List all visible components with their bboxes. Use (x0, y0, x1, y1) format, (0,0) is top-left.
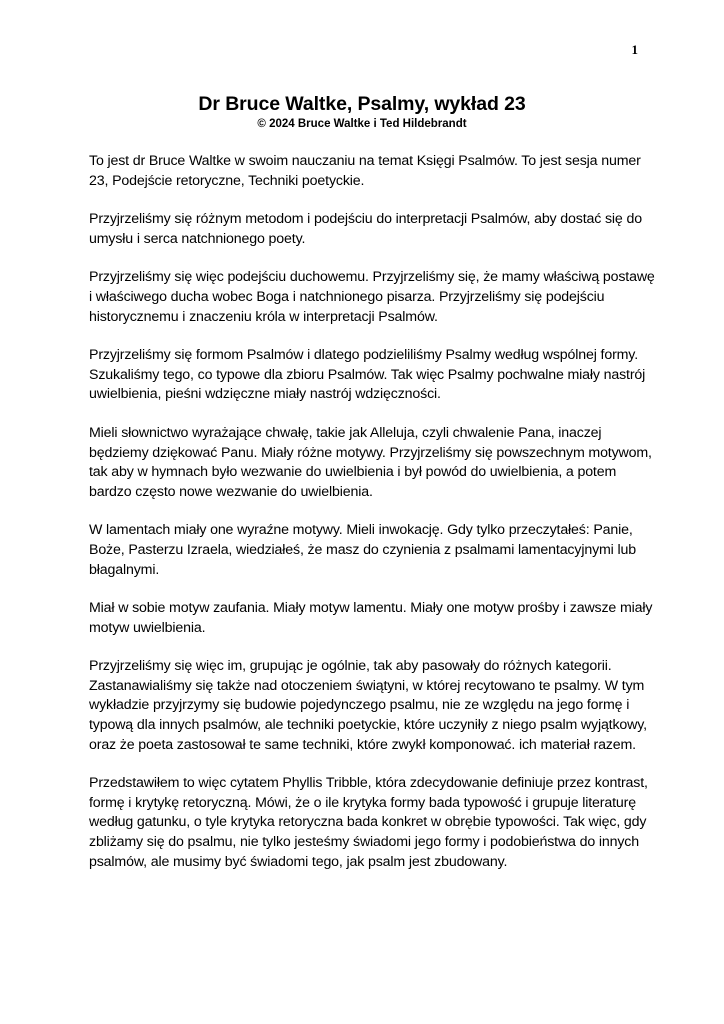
paragraph: To jest dr Bruce Waltke w swoim nauczaniu na temat Księgi Psalmów. To jest sesja numer 23, Podejście retoryczne, Techniki poetyckie. (89, 153, 641, 189)
paragraph: Przyjrzeliśmy się różnym metodom i podejściu do interpretacji Psalmów, aby dostać się do umysłu i serca natchnionego poety. (89, 211, 642, 247)
copyright-line: © 2024 Bruce Waltke i Ted Hildebrandt (257, 118, 467, 130)
paragraph: Przyjrzeliśmy się więc im, grupując je ogólnie, tak aby pasowały do różnych kategorii. Zastanawialiśmy się także nad otoczeniem świątyni, w której recytowano te psalmy. W tym wykładzie przyjrzymy się budowie pojedynczego psalmu, nie ze względu na jego formę i typową dla innych psalmów, ale techniki poetyckie, które uczyniły z niego psalm wyjątkowy, oraz że poeta zastosował te same techniki, które zwykł komponować. ich materiał razem. (89, 658, 647, 753)
document-header (0, 92, 724, 132)
document-body (89, 152, 661, 891)
paragraph: Przyjrzeliśmy się więc podejściu duchowemu. Przyjrzeliśmy się, że mamy właściwą postawę i właściwego ducha wobec Boga i natchnionego pisarza. Przyjrzeliśmy się podejściu historycznemu i znaczeniu króla w interpretacji Psalmów. (89, 269, 655, 325)
document-title: Dr Bruce Waltke, Psalmy, wykład 23 (198, 93, 526, 115)
paragraph: Przyjrzeliśmy się formom Psalmów i dlatego podzieliliśmy Psalmy według wspólnej formy. Szukaliśmy tego, co typowe dla zbioru Psalmów. Tak więc Psalmy pochwalne miały nastrój uwielbienia, pieśni wdzięczne miały nastrój wdzięczności. (89, 347, 646, 403)
paragraph: Miał w sobie motyw zaufania. Miały motyw lamentu. Miały one motyw prośby i zawsze miały motyw uwielbienia. (89, 600, 653, 636)
page-number: 1 (631, 42, 638, 57)
paragraph: Przedstawiłem to więc cytatem Phyllis Tribble, która zdecydowanie definiuje przez kontrast, formę i krytykę retoryczną. Mówi, że o ile krytyka formy bada typowość i grupuje literaturę według gatunku, o tyle krytyka retoryczna bada konkret w obrębie typowości. Tak więc, gdy zbliżamy się do psalmu, nie tylko jesteśmy świadomi jego formy i podobieństwa do innych psalmów, ale musimy być świadomi tego, jak psalm jest zbudowany. (89, 775, 648, 870)
paragraph: Mieli słownictwo wyrażające chwałę, takie jak Alleluja, czyli chwalenie Pana, inaczej będziemy dziękować Panu. Miały różne motywy. Przyjrzeliśmy się powszechnym motywom, tak aby w hymnach było wezwanie do uwielbienia i był powód do uwielbienia, a potem bardzo często nowe wezwanie do uwielbienia. (89, 424, 652, 500)
paragraph: W lamentach miały one wyraźne motywy. Mieli inwokację. Gdy tylko przeczytałeś: Panie, Boże, Pasterzu Izraela, wiedziałeś, że masz do czynienia z psalmami lamentacyjnymi lub błagalnymi. (89, 522, 636, 578)
